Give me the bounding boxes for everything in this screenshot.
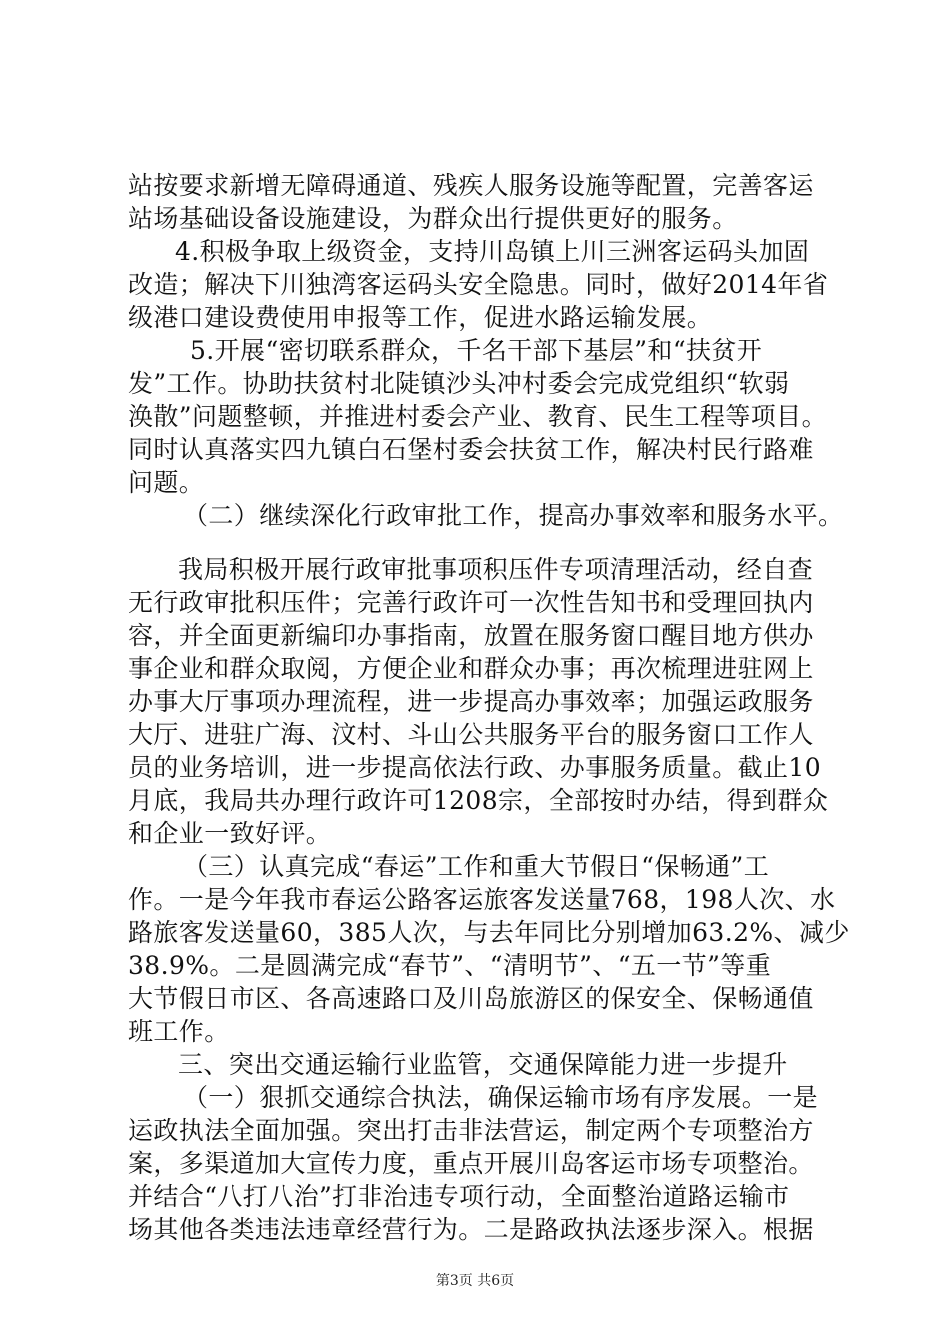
- text-line: 容，并全面更新编印办事指南，放置在服务窗口醒目地方供办: [128, 621, 814, 650]
- text-line: 大节假日市区、各高速路口及川岛旅游区的保安全、保畅通值: [128, 984, 814, 1013]
- text-line: 路旅客发送量60，385人次，与去年同比分别增加63.2%、减少: [128, 918, 850, 947]
- section-heading: （二）继续深化行政审批工作，提高办事效率和服务水平。: [183, 501, 844, 530]
- text-line: 站按要求新增无障碍通道、残疾人服务设施等配置，完善客运: [128, 171, 814, 200]
- text-line: 问题。: [128, 468, 205, 497]
- text-line: 场其他各类违法违章经营行为。二是路政执法逐步深入。根据: [128, 1215, 814, 1244]
- section-heading: （三）认真完成“春运”工作和重大节假日“保畅通”工: [183, 852, 770, 881]
- text-line: 案，多渠道加大宣传力度，重点开展川岛客运市场专项整治。: [128, 1149, 814, 1178]
- text-line: 班工作。: [128, 1017, 230, 1046]
- text-line: 发”工作。协助扶贫村北陡镇沙头冲村委会完成党组织“软弱: [128, 369, 790, 398]
- text-line: 级港口建设费使用申报等工作，促进水路运输发展。: [128, 303, 713, 332]
- page-number-footer: 第3页 共6页: [435, 1273, 515, 1289]
- text-line: 和企业一致好评。: [128, 819, 332, 848]
- text-line: 办事大厅事项办理流程，进一步提高办事效率；加强运政服务: [128, 687, 814, 716]
- text-line: 作。一是今年我市春运公路客运旅客发送量768，198人次、水: [128, 885, 836, 914]
- text-line: 月底，我局共办理行政许可1208宗，全部按时办结，得到群众: [128, 786, 829, 815]
- section-heading: 三、突出交通运输行业监管，交通保障能力进一步提升: [178, 1050, 788, 1079]
- text-line: 大厅、进驻广海、汶村、斗山公共服务平台的服务窗口工作人: [128, 720, 814, 749]
- text-line: 38.9%。二是圆满完成“春节”、“清明节”、“五一节”等重: [128, 951, 772, 980]
- text-line: 事企业和群众取阅，方便企业和群众办事；再次梳理进驻网上: [128, 654, 814, 683]
- text-line: 改造；解决下川独湾客运码头安全隐患。同时，做好2014年省: [128, 270, 829, 299]
- text-line: 4.积极争取上级资金，支持川岛镇上川三洲客运码头加固: [175, 237, 810, 266]
- section-heading: （一）狠抓交通综合执法，确保运输市场有序发展。一是: [183, 1083, 819, 1112]
- text-line: 运政执法全面加强。突出打击非法营运，制定两个专项整治方: [128, 1116, 814, 1145]
- text-line: 同时认真落实四九镇白石堡村委会扶贫工作，解决村民行路难: [128, 435, 814, 464]
- text-line: 无行政审批积压件；完善行政许可一次性告知书和受理回执内: [128, 588, 814, 617]
- text-line: 我局积极开展行政审批事项积压件专项清理活动，经自查: [178, 555, 814, 584]
- text-line: 并结合“八打八治”打非治违专项行动，全面整治道路运输市: [128, 1182, 790, 1211]
- text-line: 员的业务培训，进一步提高依法行政、办事服务质量。截止10: [128, 753, 822, 782]
- text-line: 涣散”问题整顿，并推进村委会产业、教育、民生工程等项目。: [128, 402, 827, 431]
- text-line: 站场基础设备设施建设，为群众出行提供更好的服务。: [128, 204, 738, 233]
- text-line: 5.开展“密切联系群众，千名干部下基层”和“扶贫开: [190, 336, 763, 365]
